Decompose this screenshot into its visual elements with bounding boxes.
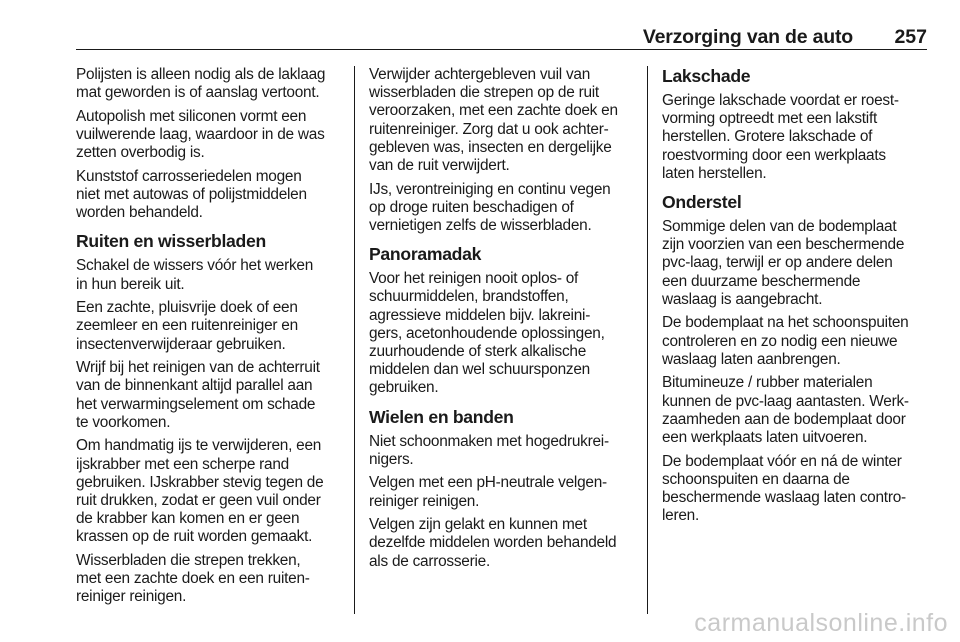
section-heading: Panoramadak: [369, 244, 482, 265]
section-heading: Ruiten en wisserbladen: [76, 231, 266, 252]
body-paragraph: Velgen met een pH-neutrale velgen- reiniger reinigen.: [369, 474, 607, 510]
body-paragraph: Wisserbladen die strepen trekken, met een zachte doek en een ruiten- reiniger reinigen.: [76, 552, 310, 606]
body-paragraph: De bodemplaat na het schoonspuiten controleren en zo nodig een nieuwe waslaag laten aanbrengen.: [662, 314, 909, 368]
body-paragraph: Velgen zijn gelakt en kunnen met dezelfde middelen worden behandeld als de carrosserie.: [369, 516, 617, 570]
section-heading: Lakschade: [662, 66, 751, 86]
column-divider: [647, 66, 648, 614]
body-paragraph: Om handmatig ijs te verwijderen, een ijskrabber met een scherpe rand gebruiken. IJskrabber stevig tegen de ruit drukken, zodat er geen vuil onder de krabber kan komen en er geen krassen op de ruit worden gemaakt.: [76, 437, 324, 546]
body-paragraph: Een zachte, pluisvrije doek of een zeemleer en een ruitenreiniger en insectenverwijderaar gebruiken.: [76, 299, 298, 353]
section-heading: Onderstel: [662, 192, 742, 213]
body-paragraph: Autopolish met siliconen vormt een vuilwerende laag, waardoor in de was zetten overbodig is.: [76, 107, 325, 162]
text-column-3: [662, 66, 927, 531]
body-paragraph: IJs, verontreiniging en continu vegen op droge ruiten beschadigen of vernietigen zelfs de wisserbladen.: [369, 180, 611, 235]
body-paragraph: Verwijder achtergebleven vuil van wisserbladen die strepen op de ruit veroorzaken, met een zachte doek en ruitenreiniger. Zorg dat u ook achter- gebleven was, insecten en dergelijke van de ruit verwijdert.: [369, 66, 618, 175]
body-paragraph: Polijsten is alleen nodig als de laklaag mat geworden is of aanslag vertoont.: [76, 66, 326, 102]
text-column-2: [369, 66, 634, 576]
page-title: Verzorging van de auto: [642, 26, 853, 48]
body-paragraph: Wrijf bij het reinigen van de achterruit van de binnenkant altijd parallel aan het verwarmingselement om schade te voorkomen.: [76, 359, 320, 431]
body-paragraph: Sommige delen van de bodemplaat zijn voorzien van een beschermende pvc-laag, terwijl er op andere delen een duurzame beschermende waslaag is aangebracht.: [662, 218, 905, 308]
body-paragraph: Kunststof carrosseriedelen mogen niet met autowas of polijstmiddelen worden behandeld.: [76, 167, 307, 222]
text-column-1: [76, 66, 346, 612]
column-divider: [354, 66, 355, 614]
body-paragraph: Schakel de wissers vóór het werken in hun bereik uit.: [76, 257, 314, 293]
watermark: carmanualsonline.info: [694, 609, 948, 637]
section-heading: Wielen en banden: [369, 406, 514, 427]
body-paragraph: Voor het reinigen nooit oplos- of schuurmiddelen, brandstoffen, agressieve middelen bijv. lakreini- gers, acetonhoudende oplossingen, zuurhoudende of sterk alkalische middelen dan wel schuursponzen gebruiken.: [369, 270, 605, 397]
body-paragraph: Niet schoonmaken met hogedrukrei- nigers.: [369, 432, 609, 468]
header-rule: [76, 49, 927, 50]
page-header: [76, 20, 927, 50]
body-paragraph: Geringe lakschade voordat er roest- vorming optreedt met een lakstift herstellen. Grotere lakschade of roestvorming door een werkplaats laten herstellen.: [662, 92, 899, 182]
body-paragraph: Bitumineuze / rubber materialen kunnen de pvc-laag aantasten. Werk- zaamheden aan de bodemplaat door een werkplaats laten uitvoeren.: [662, 374, 909, 447]
page-number: 257: [894, 26, 927, 48]
body-paragraph: De bodemplaat vóór en ná de winter schoonspuiten en daarna de beschermende waslaag laten contro- leren.: [662, 452, 906, 525]
